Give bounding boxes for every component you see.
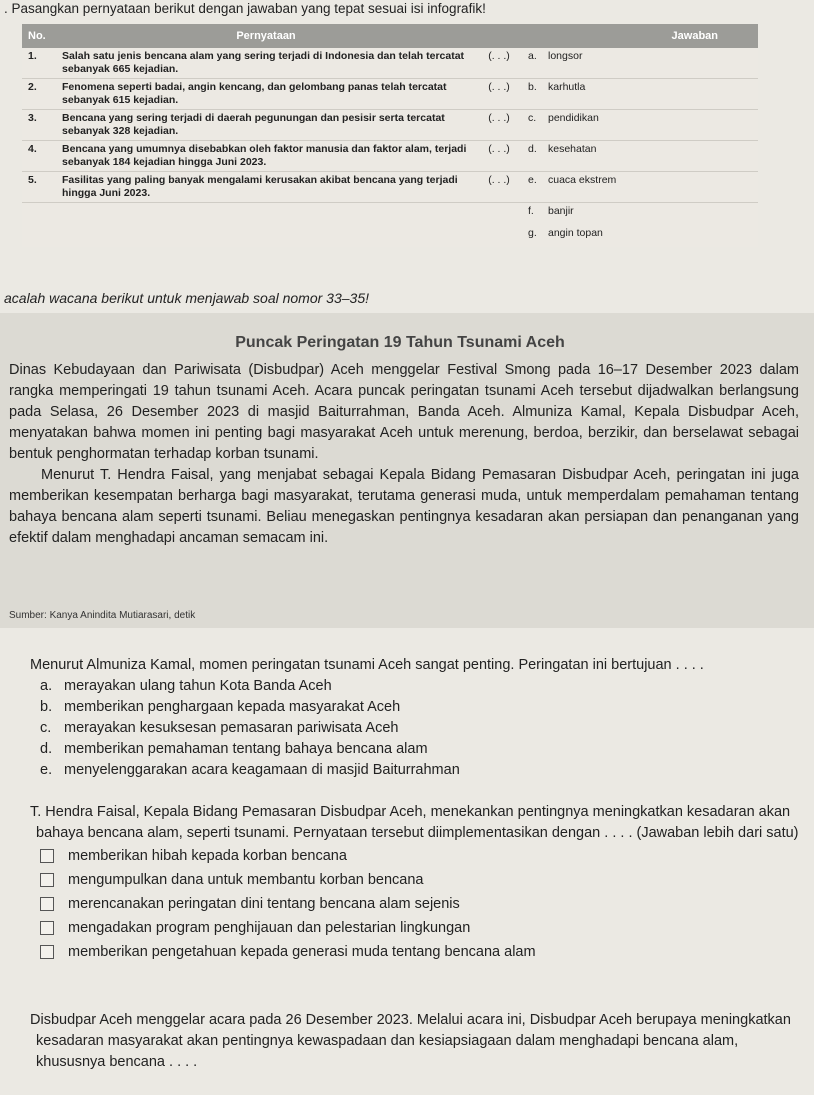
row-statement: Salah satu jenis bencana alam yang sering terjadi di Indonesia dan telah tercatat sebanyak 665 kejadian. <box>56 48 476 79</box>
answer-slot[interactable]: (. . .) <box>476 141 522 172</box>
option-b[interactable]: b. memberikan penghargaan kepada masyarakat Aceh <box>40 699 401 715</box>
checkbox-option[interactable]: mengumpulkan dana untuk membantu korban bencana <box>4 868 810 892</box>
question-number <box>4 655 30 676</box>
answer-option: d. kesehatan <box>522 141 758 172</box>
checkbox-option[interactable]: merencanakan peringatan dini tentang bencana alam sejenis <box>4 892 810 916</box>
answer-slot[interactable]: (. . .) <box>476 48 522 79</box>
answer-option: g. angin topan <box>528 227 603 239</box>
row-number: 2. <box>22 79 56 110</box>
answer-slot[interactable]: (. . .) <box>476 172 522 203</box>
option-a[interactable]: a. merayakan ulang tahun Kota Banda Aceh <box>40 678 332 694</box>
checkbox[interactable] <box>40 873 54 887</box>
checkbox-option[interactable]: memberikan hibah kepada korban bencana <box>4 844 810 868</box>
header-no: No. <box>22 24 56 48</box>
answer-slot[interactable]: (. . .) <box>476 79 522 110</box>
checkbox[interactable] <box>40 921 54 935</box>
row-statement: Fasilitas yang paling banyak mengalami kerusakan akibat bencana yang terjadi hingga Juni 2023. <box>56 172 476 203</box>
row-statement: Fenomena seperti badai, angin kencang, dan gelombang panas telah tercatat sebanyak 615 kejadian. <box>56 79 476 110</box>
checkbox[interactable] <box>40 849 54 863</box>
header-statement: Pernyataan <box>56 24 476 48</box>
answer-slot[interactable]: (. . .) <box>476 110 522 141</box>
answer-option: e. cuaca ekstrem <box>522 172 758 203</box>
question-number <box>4 802 30 823</box>
question-34 <box>4 802 810 964</box>
row-number: 3. <box>22 110 56 141</box>
table-row <box>22 48 758 79</box>
option-d[interactable]: d. memberikan pemahaman tentang bahaya bencana alam <box>40 741 428 757</box>
table-row <box>22 110 758 141</box>
article-paragraph: Menurut T. Hendra Faisal, yang menjabat sebagai Kepala Bidang Pemasaran Disbudpar Aceh, peringatan ini juga memberikan kesempatan berharga bagi masyarakat, terutama generasi muda, untuk memperdalam pemahaman tentang bahaya bencana alam seperti tsunami. Beliau menegaskan pentingnya kesadaran akan persiapan dan penanganan yang efektif dalam menghadapi ancaman semacam ini. <box>9 467 799 546</box>
question-number <box>4 1010 30 1031</box>
reading-instruction: acalah wacana berikut untuk menjawab soal nomor 33–35! <box>4 290 370 306</box>
checkbox-option[interactable]: memberikan pengetahuan kepada generasi muda tentang bencana alam <box>4 940 810 964</box>
checkbox[interactable] <box>40 945 54 959</box>
article-title: Puncak Peringatan 19 Tahun Tsunami Aceh <box>235 334 565 351</box>
matching-instruction: . Pasangkan pernyataan berikut dengan jawaban yang tepat sesuai isi infografik! <box>4 1 486 16</box>
matching-table <box>22 24 758 247</box>
answer-option: b. karhutla <box>522 79 758 110</box>
row-number: 5. <box>22 172 56 203</box>
question-text: Menurut Almuniza Kamal, momen peringatan tsunami Aceh sangat penting. Peringatan ini bertujuan . . . . <box>30 657 704 673</box>
header-answer: Jawaban <box>522 24 758 48</box>
article-paragraph: Dinas Kebudayaan dan Pariwisata (Disbudpar) Aceh menggelar Festival Smong pada 16–17 Desember 2023 dalam rangka memperingati 19 tahun tsunami Aceh. Acara puncak peringatan tsunami Aceh tersebut dijadwalkan berlangsung pada Selasa, 26 Desember 2023 di masjid Baiturrahman, Banda Aceh. Almuniza Kamal, Kepala Disbudpar Aceh, menyatakan bahwa momen ini penting bagi masyarakat Aceh untuk merenung, berdoa, berzikir, dan berselawat sebagai bentuk penghormatan terhadap korban tsunami. <box>9 362 799 462</box>
article-body <box>9 360 799 549</box>
option-e[interactable]: e. menyelenggarakan acara keagamaan di masjid Baiturrahman <box>40 762 460 778</box>
row-statement: Bencana yang sering terjadi di daerah pegunungan dan pesisir serta tercatat sebanyak 328 kejadian. <box>56 110 476 141</box>
answer-option: c. pendidikan <box>522 110 758 141</box>
article-source: Sumber: Kanya Anindita Mutiarasari, detik <box>9 610 196 621</box>
table-row <box>22 79 758 110</box>
row-statement: Bencana yang umumnya disebabkan oleh faktor manusia dan faktor alam, terjadi sebanyak 184 kejadian hingga Juni 2023. <box>56 141 476 172</box>
table-header-row <box>22 24 758 48</box>
table-row <box>22 203 758 226</box>
question-35 <box>4 1010 810 1073</box>
option-c[interactable]: c. merayakan kesuksesan pemasaran pariwisata Aceh <box>40 720 399 736</box>
question-text: T. Hendra Faisal, Kepala Bidang Pemasaran Disbudpar Aceh, menekankan pentingnya meningkatkan kesadaran akan bahaya bencana alam, seperti tsunami. Pernyataan tersebut diimplementasikan dengan . . . . (Jawaban lebih dari satu) <box>30 804 799 841</box>
answer-option: f. banjir <box>528 205 574 217</box>
row-number: 4. <box>22 141 56 172</box>
table-row <box>22 172 758 203</box>
question-33 <box>4 655 810 781</box>
table-row <box>22 141 758 172</box>
question-text: Disbudpar Aceh menggelar acara pada 26 Desember 2023. Melalui acara ini, Disbudpar Aceh berupaya meningkatkan kesadaran masyarakat akan pentingnya kewaspadaan dan kesiapsiagaan dalam menghadapi bencana alam, khususnya bencana . . . . <box>30 1012 791 1070</box>
answer-option: a. longsor <box>522 48 758 79</box>
checkbox-option[interactable]: mengadakan program penghijauan dan pelestarian lingkungan <box>4 916 810 940</box>
row-number: 1. <box>22 48 56 79</box>
table-row <box>22 225 758 247</box>
checkbox[interactable] <box>40 897 54 911</box>
